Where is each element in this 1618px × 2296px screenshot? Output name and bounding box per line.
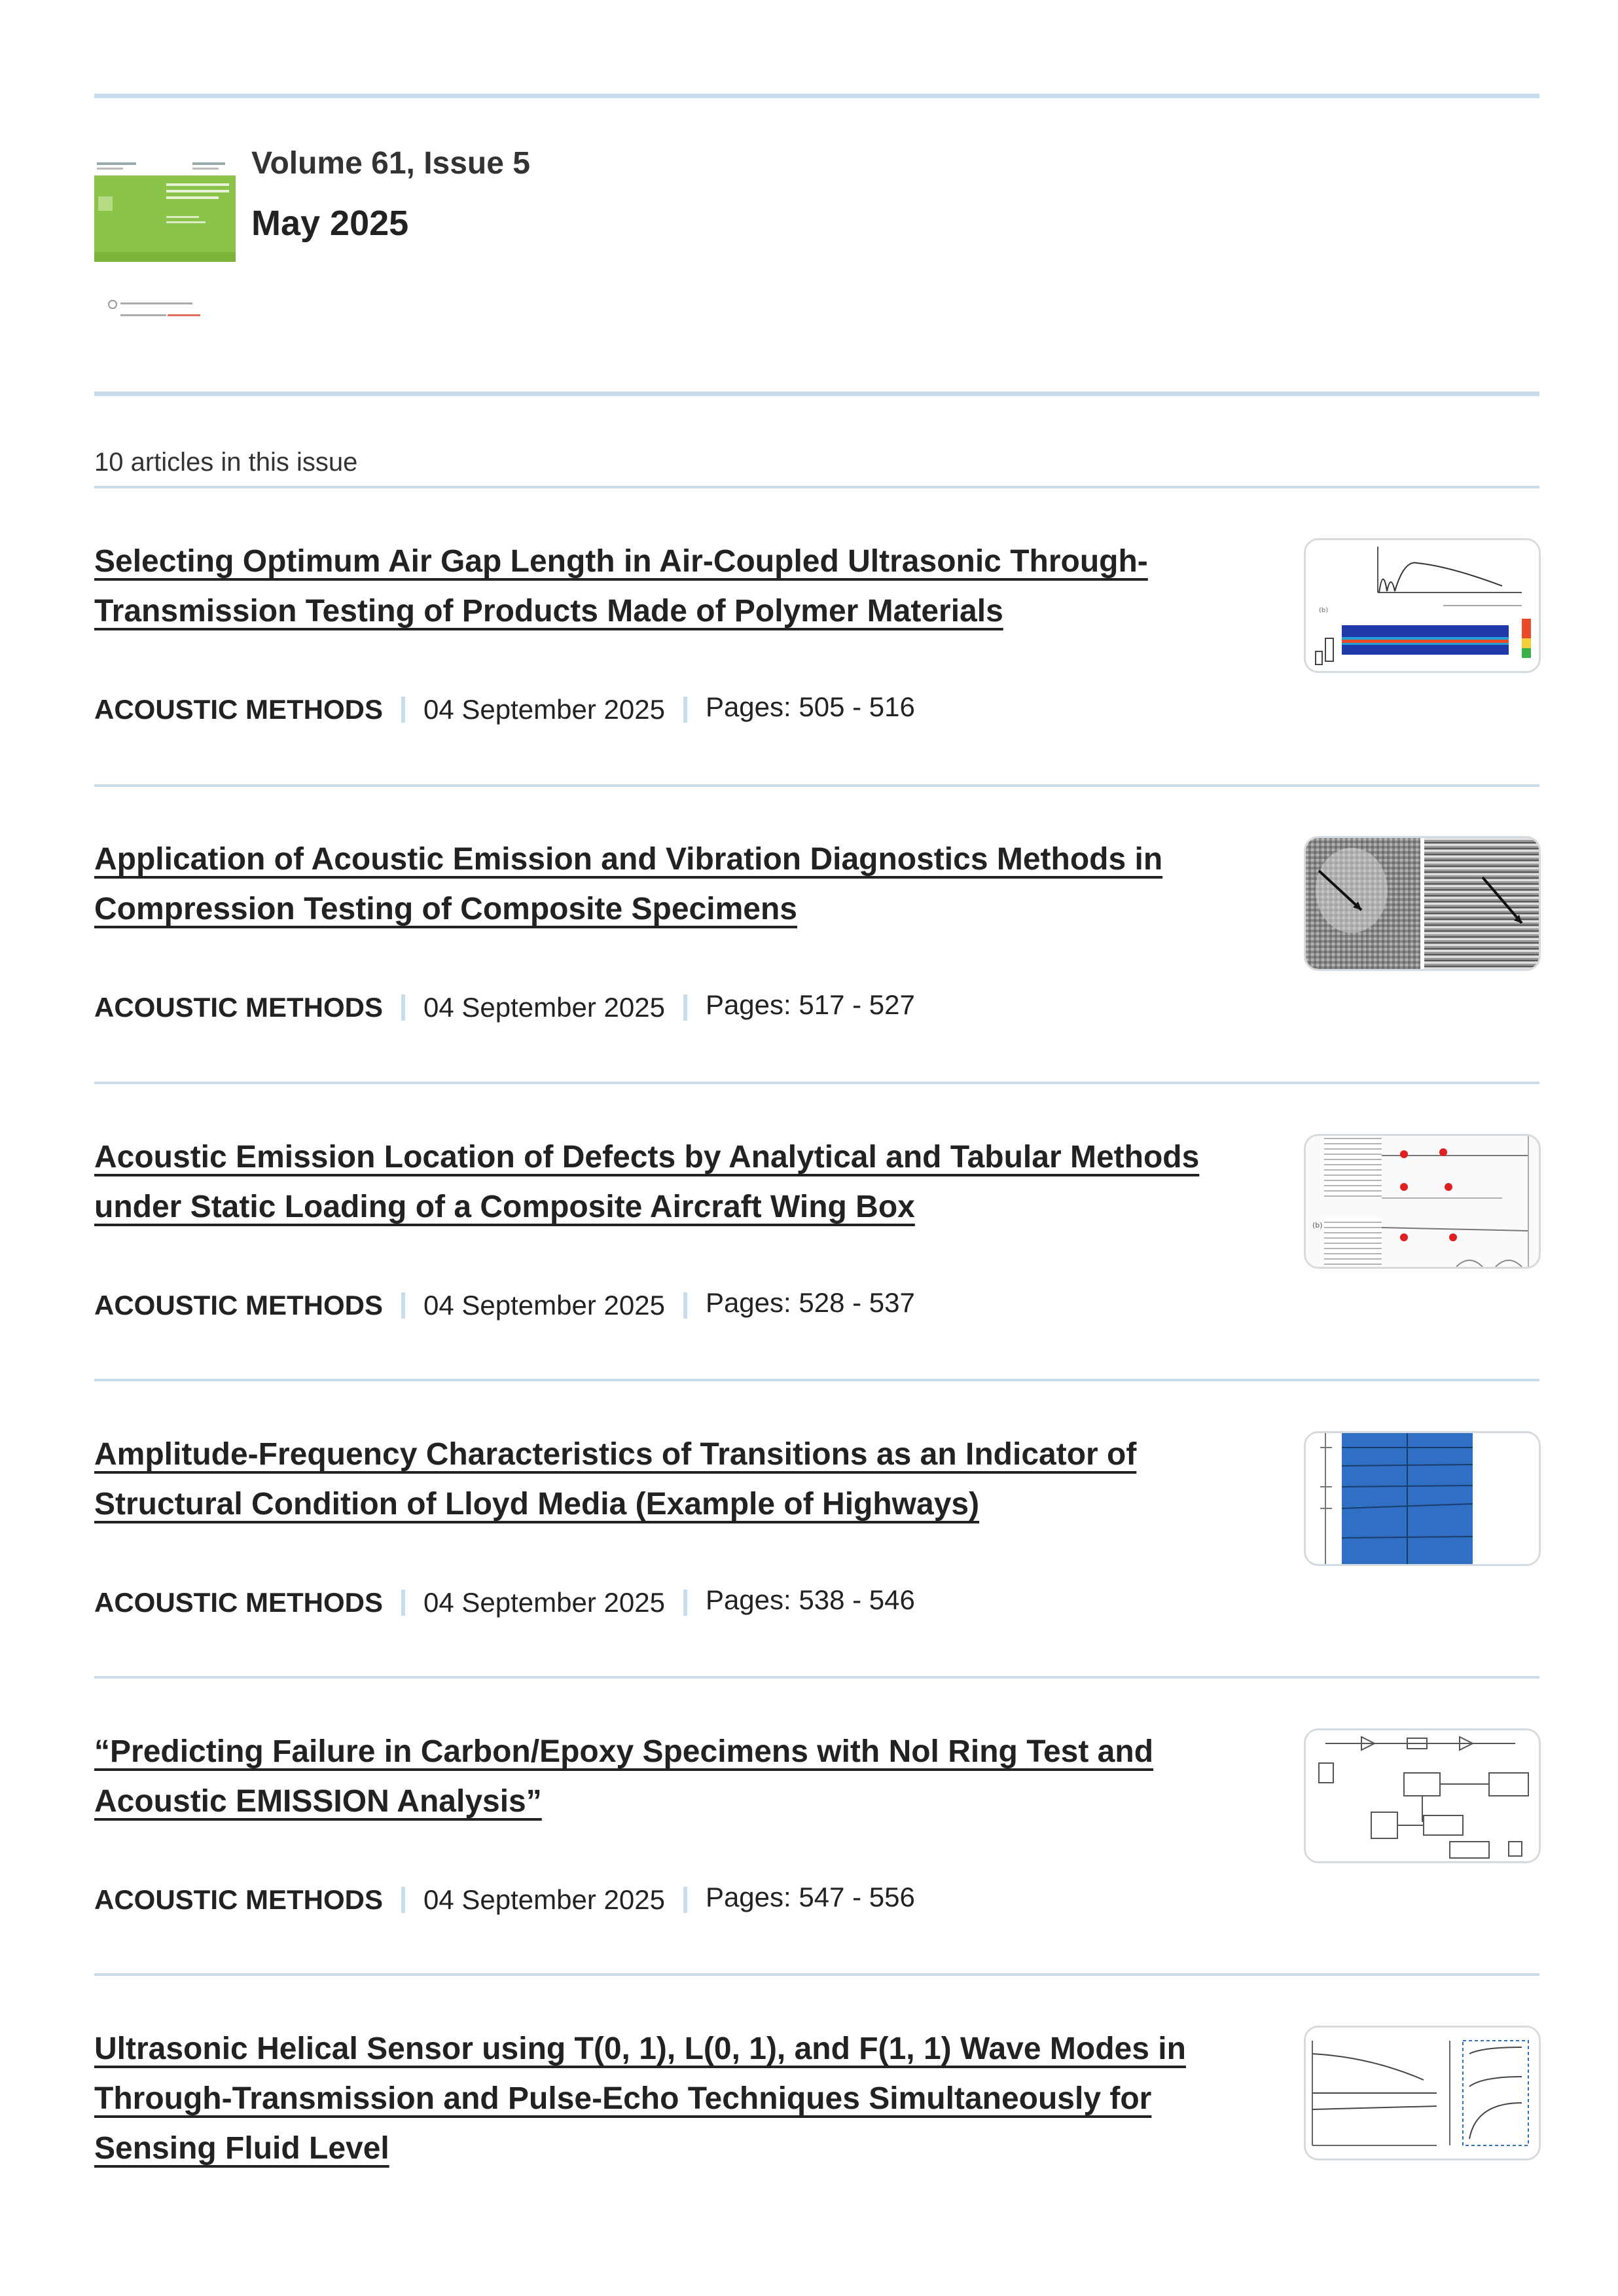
micrograph-icon[interactable]: [1304, 836, 1541, 971]
article-pages: Pages: 547 - 556: [705, 1882, 915, 1912]
list-divider: [94, 486, 1539, 488]
wing-box-diagram-icon[interactable]: [1304, 1134, 1541, 1269]
list-item: [94, 1430, 1539, 1618]
meta-separator: [683, 1292, 687, 1319]
issue-volume: Volume 61, Issue 5: [251, 146, 530, 181]
list-divider: [94, 1973, 1539, 1976]
top-divider: [94, 94, 1539, 98]
article-date: 04 September 2025: [423, 1884, 665, 1915]
article-title-link[interactable]: Selecting Optimum Air Gap Length in Air-Coupled Ultrasonic Through-Transmission Testing of Products Made of Polymer Materials: [94, 544, 1148, 629]
issue-date: May 2025: [251, 204, 409, 243]
svg-text:(b): (b): [1319, 607, 1329, 614]
article-category: ACOUSTIC METHODS: [94, 694, 383, 725]
article-date: 04 September 2025: [423, 1587, 665, 1618]
block-diagram-icon[interactable]: [1304, 1728, 1541, 1863]
list-divider: [94, 1379, 1539, 1381]
header-divider: [94, 392, 1539, 396]
meta-separator: [683, 994, 687, 1021]
articles-count: 10 articles in this issue: [94, 448, 358, 477]
article-meta: [94, 1884, 915, 1916]
article-meta: [94, 989, 915, 1023]
article-date: 04 September 2025: [423, 694, 665, 725]
meta-separator: [401, 994, 405, 1021]
waveform-heatmap-icon[interactable]: [1304, 538, 1541, 673]
article-title-link[interactable]: Ultrasonic Helical Sensor using T(0, 1), L(0, 1), and F(1, 1) Wave Modes in Through-Transmission and Pulse-Echo Techniques Simultaneously for Sensing Fluid Level: [94, 2032, 1186, 2166]
article-pages: Pages: 538 - 546: [705, 1584, 915, 1615]
meta-separator: [401, 1887, 405, 1913]
list-item: [94, 537, 1539, 725]
list-item: [94, 835, 1539, 1023]
list-item: [94, 1133, 1539, 1321]
article-meta: [94, 691, 915, 725]
layered-media-icon[interactable]: [1304, 1431, 1541, 1566]
article-title-link[interactable]: Acoustic Emission Location of Defects by Analytical and Tabular Methods under Static Loading of a Composite Aircraft Wing Box: [94, 1140, 1200, 1224]
meta-separator: [683, 1590, 687, 1616]
journal-cover-image[interactable]: [94, 157, 236, 334]
list-item: [94, 2024, 1539, 2174]
article-title-link[interactable]: “Predicting Failure in Carbon/Epoxy Specimens with Nol Ring Test and Acoustic EMISSION Analysis”: [94, 1734, 1154, 1819]
list-divider: [94, 1082, 1539, 1084]
article-category: ACOUSTIC METHODS: [94, 1587, 383, 1618]
article-date: 04 September 2025: [423, 1290, 665, 1321]
article-category: ACOUSTIC METHODS: [94, 1290, 383, 1321]
svg-text:(b): (b): [1312, 1221, 1323, 1230]
meta-separator: [683, 697, 687, 723]
meta-separator: [401, 1292, 405, 1319]
meta-separator: [401, 1590, 405, 1616]
article-meta: [94, 1287, 915, 1321]
list-divider: [94, 784, 1539, 787]
article-pages: Pages: 528 - 537: [705, 1287, 915, 1318]
article-title-link[interactable]: Application of Acoustic Emission and Vibration Diagnostics Methods in Compression Testing of Composite Specimens: [94, 842, 1163, 926]
dispersion-curves-icon[interactable]: [1304, 2026, 1541, 2160]
article-date: 04 September 2025: [423, 992, 665, 1023]
meta-separator: [683, 1887, 687, 1913]
meta-separator: [401, 697, 405, 723]
article-category: ACOUSTIC METHODS: [94, 992, 383, 1023]
list-item: [94, 1727, 1539, 1915]
article-pages: Pages: 505 - 516: [705, 691, 915, 722]
list-divider: [94, 1676, 1539, 1679]
article-pages: Pages: 517 - 527: [705, 989, 915, 1020]
article-category: ACOUSTIC METHODS: [94, 1884, 383, 1915]
article-title-link[interactable]: Amplitude-Frequency Characteristics of Transitions as an Indicator of Structural Condition of Lloyd Media (Example of Highways): [94, 1437, 1137, 1522]
article-meta: [94, 1584, 915, 1618]
